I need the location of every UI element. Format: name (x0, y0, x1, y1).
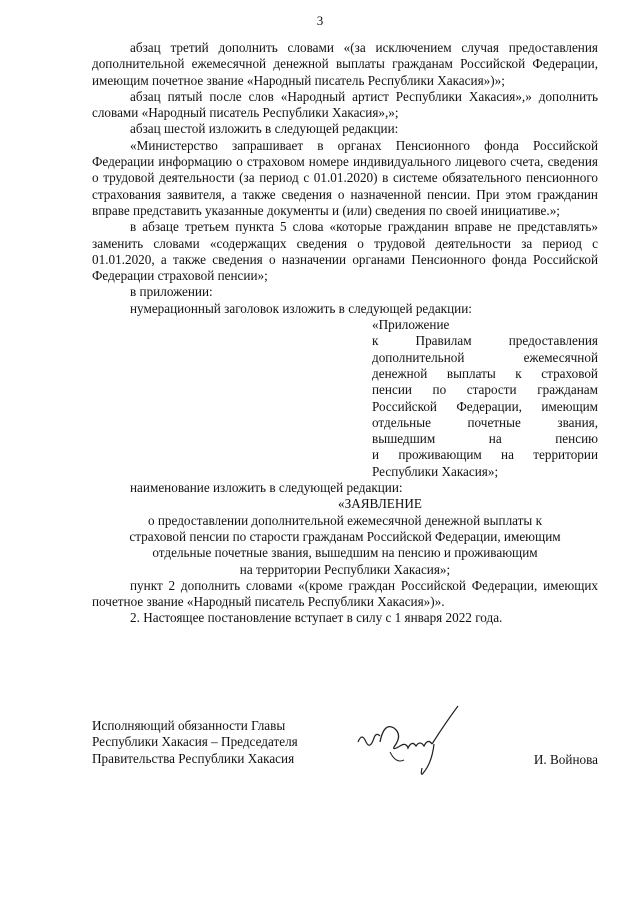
signatory-title (92, 718, 352, 767)
statement-line: о предоставлении дополнительной ежемесячной денежной выплаты к (147, 512, 542, 528)
paragraph: абзац пятый после слов «Народный артист Республики Хакасия»,» дополнить словами «Народный писатель Республики Хакасия»,»; (92, 88, 598, 121)
handwritten-signature (350, 702, 470, 782)
naming-intro: наименование изложить в следующей редакции: (130, 480, 403, 496)
appendix-header-line: и проживающим на территории (372, 447, 598, 463)
document-body (92, 40, 598, 627)
signatory-name: И. Войнова (533, 752, 598, 767)
statement-line: отдельные почетные звания, вышедшим на пенсию и проживающим (152, 545, 538, 561)
statement-title: «ЗАЯВЛЕНИЕ (338, 496, 422, 512)
final-clause: 2. Настоящее постановление вступает в силу с 1 января 2022 года. (130, 610, 503, 626)
paragraph: абзац шестой изложить в следующей редакции: (130, 121, 399, 137)
page-number: 3 (316, 13, 324, 28)
appendix-header-block (372, 317, 598, 480)
signatory-title-line: Исполняющий обязанности Главы (92, 718, 286, 733)
appendix-header-first: «Приложение (372, 317, 450, 333)
paragraph: абзац третий дополнить словами «(за исключением случая предоставления дополнительной ежемесячной денежной выплаты гражданам Российской Федерации, имеющим почетное звание «Народный писатель Республики Хакасия»)»; (92, 40, 598, 88)
appendix-header-line: пенсии по старости гражданам (372, 382, 598, 398)
signatory-title-line: Республики Хакасия – Председателя (92, 734, 298, 750)
appendix-header-line: дополнительной ежемесячной (372, 349, 598, 365)
appendix-header-line: вышедшим на пенсию (372, 431, 598, 447)
appendix-header-line: Российской Федерации, имеющим (372, 398, 598, 414)
paragraph: в абзаце третьем пункта 5 слова «которые гражданин вправе не представлять» заменить словами «содержащих сведения о трудовой деятельности за период с 01.01.2020, а также сведения о назначении органами Пенсионного фонда Российской Федерации страховой пенсии»; (92, 219, 598, 284)
statement-line: страховой пенсии по старости гражданам Российской Федерации, имеющим (129, 528, 561, 544)
signatory-title-line: Правительства Республики Хакасия (92, 750, 295, 766)
statement-line: на территории Республики Хакасия»; (239, 561, 451, 577)
appendix-header-line: отдельные почетные звания, (372, 414, 598, 430)
appendix-header-line: денежной выплаты к страховой (372, 365, 598, 381)
point-2: пункт 2 дополнить словами «(кроме граждан Российской Федерации, имеющих почетное звание «Народный писатель Республики Хакасия»)». (92, 577, 598, 610)
appendix-header-line: к Правилам предоставления (372, 333, 598, 349)
paragraph: «Министерство запрашивает в органах Пенсионного фонда Российской Федерации информацию о страховом номере индивидуального лицевого счета, сведения о трудовой деятельности (за период с 01.01.2020) в системе обязательного пенсионного страхования заявителя, а также сведения о назначенной пенсии. При этом гражданин вправе представить указанные документы и (или) сведения по своей инициативе.»; (92, 137, 598, 218)
paragraph: нумерационный заголовок изложить в следующей редакции: (130, 300, 472, 316)
appendix-header-last: Республики Хакасия»; (372, 463, 499, 479)
paragraph: в приложении: (130, 284, 213, 300)
